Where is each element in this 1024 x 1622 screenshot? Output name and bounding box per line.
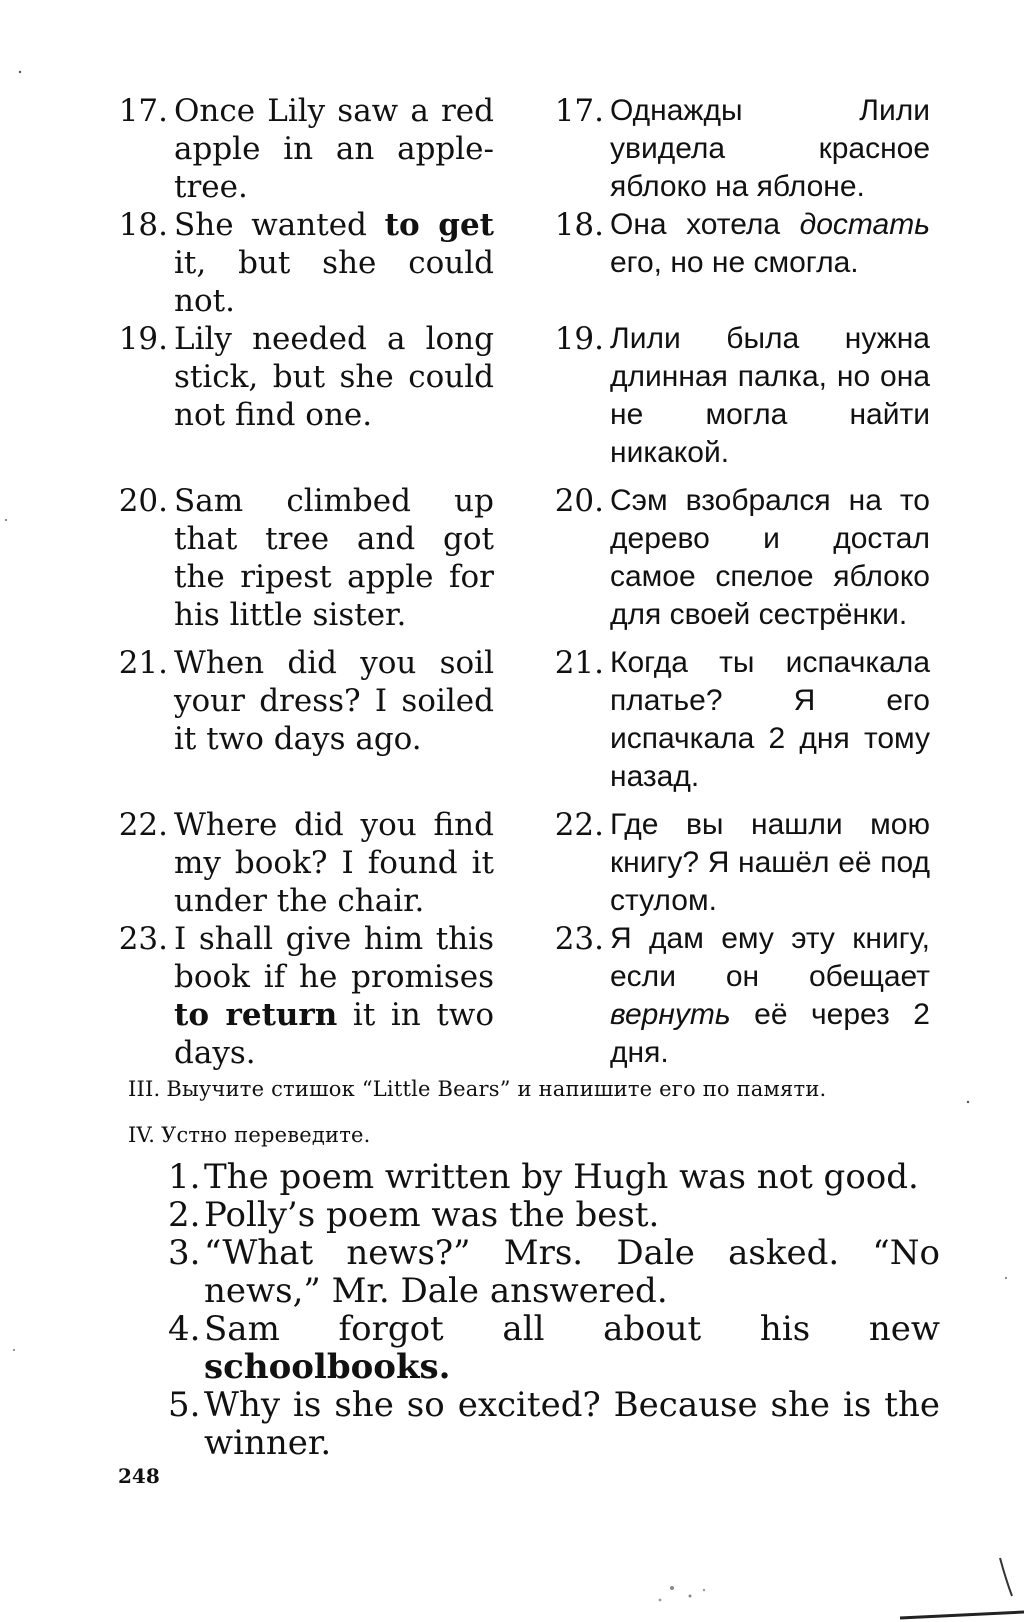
english-text xyxy=(174,482,494,634)
drill-text xyxy=(204,1196,940,1234)
english-sentence xyxy=(102,806,498,920)
item-number: 1. xyxy=(168,1157,201,1197)
item-number: 4. xyxy=(168,1309,201,1349)
english-text xyxy=(174,320,494,434)
item-number: 23. xyxy=(554,921,604,957)
russian-sentence xyxy=(538,206,958,282)
task-text: Выучите стишок “Little Bears” и напишите его по памяти. xyxy=(166,1077,827,1101)
russian-sentence xyxy=(538,806,958,920)
text-segment: She wanted xyxy=(174,207,385,243)
russian-text xyxy=(610,644,930,796)
english-text xyxy=(174,806,494,920)
russian-sentence xyxy=(538,482,958,634)
english-sentence xyxy=(102,482,498,634)
russian-text xyxy=(610,806,930,920)
english-text xyxy=(174,644,494,758)
text-segment: I shall give him this book if he promises xyxy=(174,921,494,995)
item-number: 3. xyxy=(168,1233,201,1273)
translation-drill-list xyxy=(168,1158,948,1462)
sentence-pair xyxy=(0,320,1024,472)
sentence-pairs xyxy=(0,92,1024,1072)
russian-sentence xyxy=(538,320,958,472)
text-segment: it, but she could not. xyxy=(174,245,494,319)
item-number: 19. xyxy=(118,321,168,357)
item-number: 21. xyxy=(554,645,604,681)
bold-phrase: to get xyxy=(384,207,494,243)
russian-text xyxy=(610,482,930,634)
sentence-pair xyxy=(0,482,1024,634)
item-number: 21. xyxy=(118,645,168,681)
item-number: 20. xyxy=(118,483,168,519)
english-sentence xyxy=(102,320,498,434)
drill-item xyxy=(168,1234,948,1310)
task-instruction-3 xyxy=(128,1076,826,1102)
text-segment: Лили была нужна длинная палка, но она не могла найти никакой. xyxy=(610,322,930,469)
task-roman-numeral: III. xyxy=(128,1077,161,1101)
english-sentence xyxy=(102,920,498,1072)
sentence-pair xyxy=(0,806,1024,920)
item-number: 23. xyxy=(118,921,168,957)
russian-text xyxy=(610,92,930,206)
text-segment: Где вы нашли мою книгу? Я нашёл её под стулом. xyxy=(610,808,930,917)
russian-text xyxy=(610,920,930,1072)
italic-phrase: вернуть xyxy=(610,998,731,1031)
drill-item xyxy=(168,1310,948,1386)
text-segment: Sam climbed up that tree and got the ripest apple for his little sister. xyxy=(174,483,494,633)
text-segment: Я дам ему эту книгу, если он обещает xyxy=(610,922,930,993)
bold-phrase: to return xyxy=(174,997,338,1033)
russian-text xyxy=(610,206,930,282)
text-segment: Когда ты испачкала платье? Я его испачкала 2 дня тому назад. xyxy=(610,646,930,793)
text-segment: Lily needed a long stick, but she could not find one. xyxy=(174,321,494,433)
drill-item xyxy=(168,1386,948,1462)
item-number: 17. xyxy=(118,93,168,129)
item-number: 22. xyxy=(118,807,168,843)
english-sentence xyxy=(102,644,498,758)
sentence-pair xyxy=(0,920,1024,1072)
english-text xyxy=(174,920,494,1072)
russian-text xyxy=(610,320,930,472)
task-text: Устно переведите. xyxy=(161,1123,371,1147)
drill-text xyxy=(204,1158,940,1196)
russian-sentence xyxy=(538,92,958,206)
russian-sentence xyxy=(538,920,958,1072)
bold-phrase: schoolbooks. xyxy=(204,1347,451,1387)
text-segment: Polly’s poem was the best. xyxy=(204,1195,660,1235)
sentence-pair xyxy=(0,644,1024,796)
sentence-pair xyxy=(0,92,1024,206)
drill-text xyxy=(204,1386,940,1462)
english-sentence xyxy=(102,92,498,206)
text-segment: When did you soil your dress? I soiled it two days ago. xyxy=(174,645,494,757)
sentence-pair xyxy=(0,206,1024,320)
text-segment: “What news?” Mrs. Dale asked. “No news,” Mr. Dale answered. xyxy=(204,1233,940,1311)
english-text xyxy=(174,92,494,206)
task-roman-numeral: IV. xyxy=(128,1123,156,1147)
english-text xyxy=(174,206,494,320)
drill-text xyxy=(204,1310,940,1386)
text-segment: Where did you find my book? I found it under the chair. xyxy=(174,807,494,919)
text-segment: Why is she so excited? Because she is the winner. xyxy=(204,1385,940,1463)
item-number: 2. xyxy=(168,1195,201,1235)
text-segment: Однажды Лили увидела красное яблоко на яблоне. xyxy=(610,94,930,203)
text-segment: его, но не смогла. xyxy=(610,246,859,279)
italic-phrase: достать xyxy=(799,208,930,241)
item-number: 22. xyxy=(554,807,604,843)
text-segment: The poem written by Hugh was not good. xyxy=(204,1157,919,1197)
english-sentence xyxy=(102,206,498,320)
page-number: 248 xyxy=(118,1464,160,1488)
drill-item xyxy=(168,1158,948,1196)
text-segment: её через 2 дня. xyxy=(610,998,930,1069)
item-number: 18. xyxy=(554,207,604,243)
text-segment: Sam forgot all about his new xyxy=(204,1309,940,1349)
drill-text xyxy=(204,1234,940,1310)
item-number: 19. xyxy=(554,321,604,357)
item-number: 5. xyxy=(168,1385,201,1425)
task-instruction-4 xyxy=(128,1122,371,1148)
russian-sentence xyxy=(538,644,958,796)
drill-item xyxy=(168,1196,948,1234)
text-segment: Она хотела xyxy=(610,208,800,241)
text-segment: Сэм взобрался на то дерево и достал самое спелое яблоко для своей сестрёнки. xyxy=(610,484,930,631)
item-number: 18. xyxy=(118,207,168,243)
text-segment: Once Lily saw a red apple in an apple-tree. xyxy=(174,93,494,205)
item-number: 17. xyxy=(554,93,604,129)
text-segment: it in two days. xyxy=(174,997,494,1071)
item-number: 20. xyxy=(554,483,604,519)
